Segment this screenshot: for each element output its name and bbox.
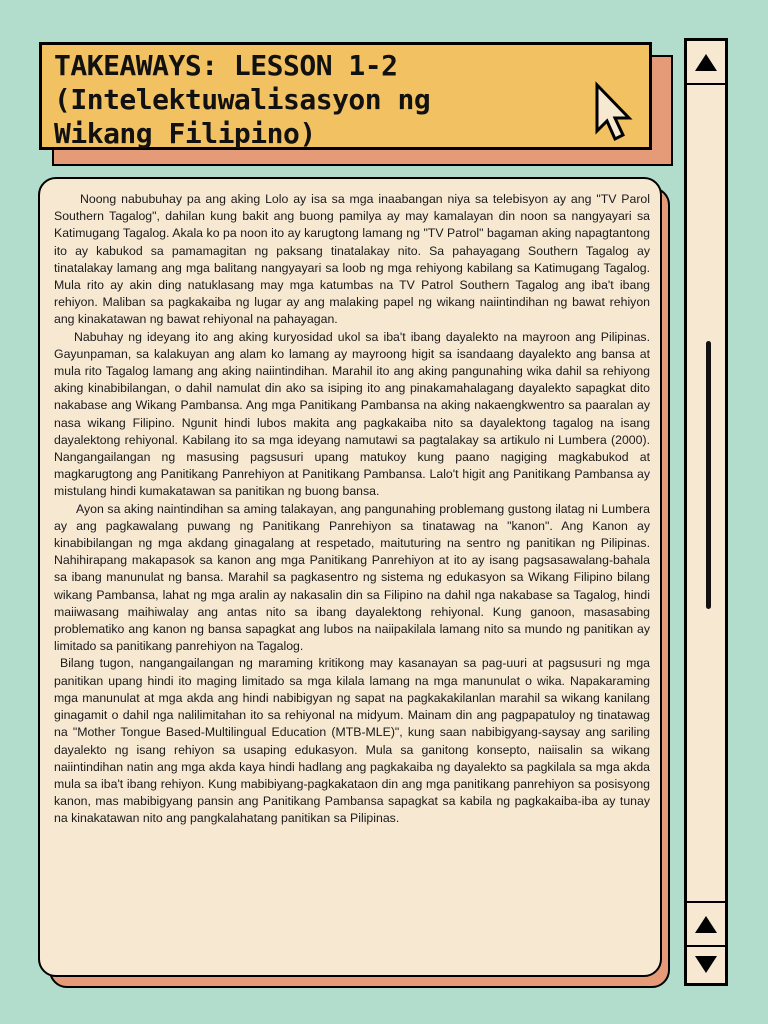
triangle-up-icon [695,54,717,71]
triangle-down-icon [695,956,717,973]
scroll-up-button[interactable] [687,41,725,85]
mouse-pointer-icon [593,81,637,145]
scroll-down-button[interactable] [687,945,725,983]
article-body [54,191,650,828]
article-paragraph: Ayon sa aking naintindihan sa aming talakayan, ang pangunahing problemang gustong ilatag ni Lumbera ay ang pagkawalang puwang ng Panitikang Panrehiyon sa tinatawag na "kanon". Ang Kanon ay kinabibilangan ng mga akdang ginagalang at respetado, maituturing na sentro ng panitikan ng Pilipinas. Nahihirapang makapasok sa kanon ang mga Panitikang Panrehiyon at ito ay isang pagsasawalang-bahala sa ibang manunulat ng bansa. Marahil sa pagkasentro ng sistema ng edukasyon sa Wikang Filipino bilang wikang Pambansa, lahat ng mga aralin ay nakasalin din sa Filipino na dahil nga nakabase sa Tagalog, hindi maiiwasang maihiwalay ang antas nito sa ibang dayalektong rehiyonal. Kung ganoon, masasabing problematiko ang kanon ng bansa sapagkat ang lubos na naiipakilala lamang nito sa mundo ng panitikan ay limitado sa panitikang panrehiyon na Tagalog. [54,501,650,654]
title-window [39,42,652,150]
article-paragraph: Bilang tugon, nangangailangan ng maraming kritikong may kasanayan sa pag-uuri at pagsusuri ng mga panitikan upang hindi ito maging limitado sa mga kilala lamang na mga manunulat o wika. Napakaraming mga manunulat at mga akda ang hindi nabibigyan ng sapat na pagkakakilanlan marahil sa wikang kanilang ginagamit o dahil nga nalilimitahan ito sa rehiyonal na midyum. Mainam din ang pagpapatuloy ng tinatawag na "Mother Tongue Based-Multilingual Education (MTB-MLE)", kung saan nabibigyang-saysay ang sariling dayalekto ng isang rehiyon sa usaping edukasyon. Mula sa ganitong konsepto, naiisalin sa wikang naiintindihan natin ang mga akda kaya hindi hadlang ang pagkakaiba ng dayalekto sa pagkilala sa mga akda mula sa iba't ibang rehiyon. Kung mabibiyang-pagkakataon din ang mga panitikang panrehiyon sa posisyong kanon, mas mabibigyang pansin ang Panitikang Pambansa sapagkat sa kabila ng pagkakaiba-iba ay tunay na kinakatawan nito ang pangkalahatang panitikan sa Pilipinas. [54,656,650,826]
page-title: TAKEAWAYS: LESSON 1-2 (Intelektuwalisasyon ng Wikang Filipino) [54,49,431,150]
article-paragraph: Noong nabubuhay pa ang aking Lolo ay isa sa mga inaabangan niya sa telebisyon ay ang "TV Parol Southern Tagalog", dahilan kung bakit ang buong pamilya ay may kamalayan din noon sa nangyayari sa Katimugang Tagalog. Akala ko pa noon ito ay karugtong lamang ng "TV Patrol" bagaman aking napagtantong ito ay kabukod sa pamamagitan ng paksang tinatalakay nito. Sa pahayagang Southern Tagalog ay tinatalakay lamang ang mga balitang nangyayari sa loob ng mga rehiyong kabilang sa Katimugang Tagalog. Mula rito ay akin ding natuklasang may mga katumbas na TV Patrol Southern Tagalog ang iba't ibang rehiyon. Maliban sa pagkakaiba ng lugar ay ang malaking papel ng wikang naiintindihan ng bawat rehiyon ang kinakatawan ng bawat rehiyonal na pahayagan. [54,192,650,327]
triangle-up-icon [695,916,717,933]
vertical-scrollbar[interactable] [684,38,728,986]
article-card [38,177,662,977]
scroll-up-button-bottom[interactable] [687,901,725,947]
scrollbar-thumb[interactable] [706,341,711,609]
article-paragraph: Nabuhay ng ideyang ito ang aking kuryosidad ukol sa iba't ibang dayalekto na mayroon ang Pilipinas. Gayunpaman, sa kalakuyan ang alam ko lamang ay mayroong higit sa isandaang dayalekto ang bansa at mula rito Tagalog lamang ang aking naiintindihan. Marahil ito ang aking pangunahing wika dahil sa rehiyong aking kinabibilangan, o dahil namulat din ako sa isiping ito ang pinakamahalagang dayalekto sapagkat dito nakabase ang Wikang Pambansa. Ang mga Panitikang Pambansa na aking nakaengkwentro sa paaralan ay nasa wikang Filipino. Ngunit hindi lubos makita ang pagkakaiba nito sa dayalektong tagalog na isang dayalektong rehiyonal. Kabilang ito sa mga ideyang namutawi sa pagtalakay sa artikulo ni Lumbera (2000). Nangangailangan ng masusing pagsusuri upang matukoy kung paano nagiging magkabukod at magkarugtong ang Panitikang Panrehiyon at Panitikang Pambansa. Lalo't higit ang Panitikang Pambansa ay mistulang hindi kumakatawan sa panitikan ng buong bansa. [54,329,650,499]
